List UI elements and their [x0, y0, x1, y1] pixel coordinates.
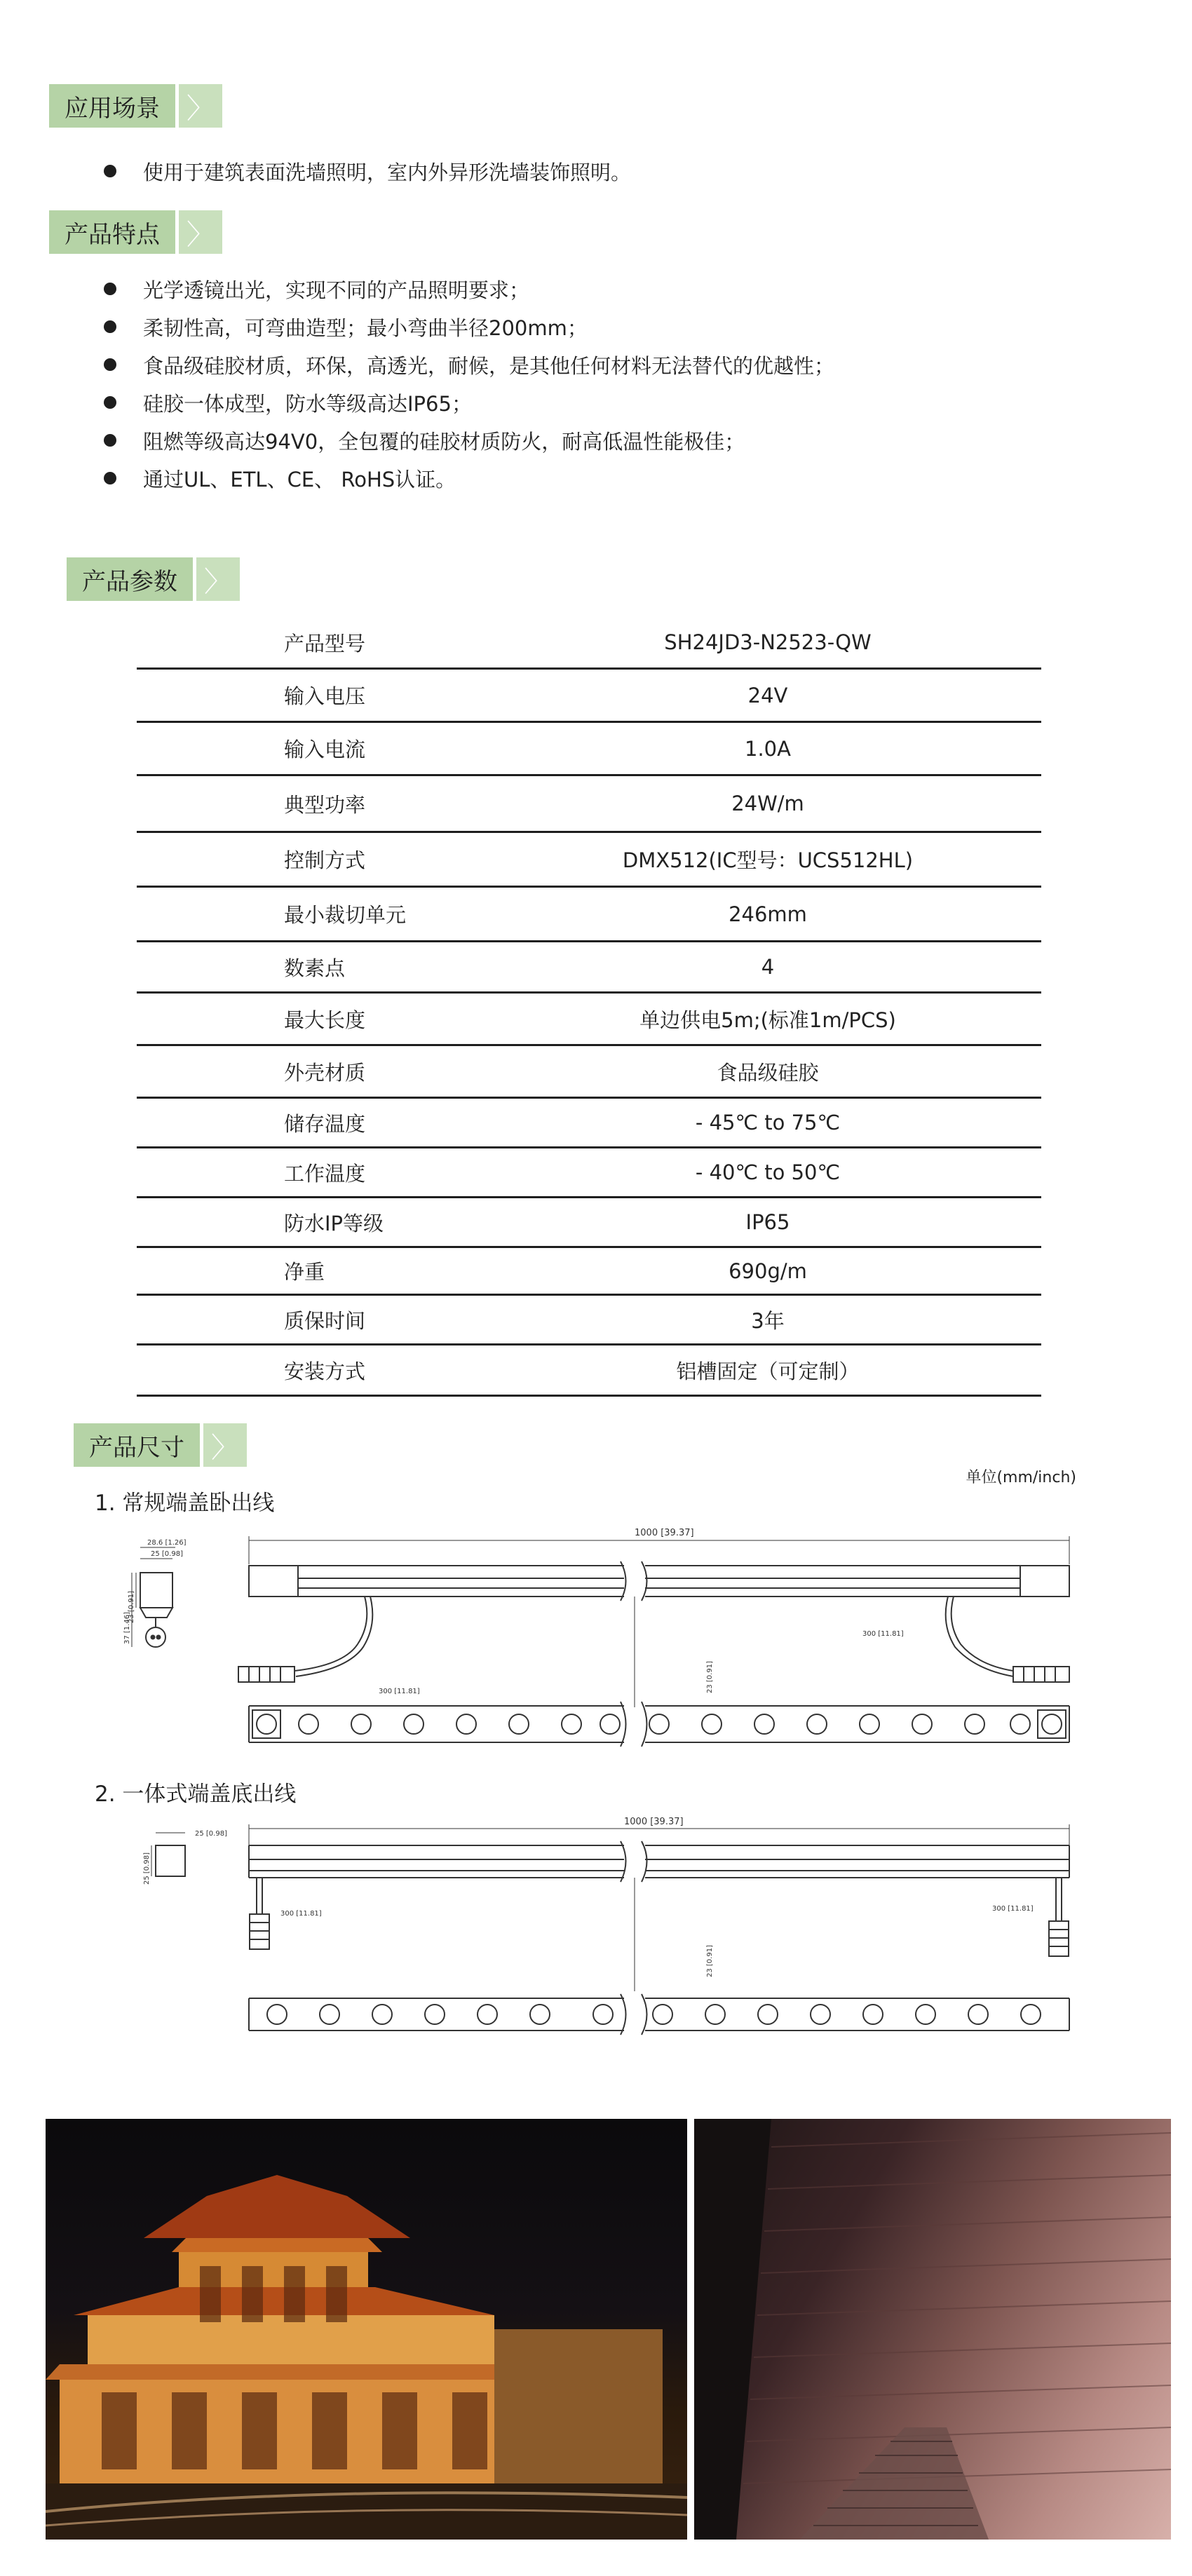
diagram-2-title: 2. 一体式端盖底出线: [95, 1782, 297, 1807]
dim-label-h2: 23 [0.91]: [128, 1591, 135, 1623]
strip-side-view: [249, 1561, 1069, 1601]
dim-label-w2: 25 [0.98]: [151, 1550, 183, 1558]
dim-label-length: 1000 [39.37]: [635, 1528, 694, 1538]
strip-top-view: [249, 1994, 1069, 2035]
table-row: 储存温度 - 45℃ to 75℃: [137, 1099, 1041, 1148]
dim-label-w2: 25 [0.98]: [195, 1830, 227, 1838]
dim-label-cable-left: 300 [11.81]: [280, 1910, 322, 1918]
section-header-application: [49, 84, 222, 128]
spec-table: [137, 617, 1041, 1397]
list-item: 光学透镜出光，实现不同的产品照明要求；: [104, 270, 834, 308]
list-item: 食品级硅胶材质，环保，高透光，耐候，是其他任何材料无法替代的优越性；: [104, 346, 834, 384]
table-row: 防水IP等级 IP65: [137, 1198, 1041, 1248]
dim-label-w1: 28.6 [1.26]: [147, 1539, 187, 1547]
table-row: 典型功率 24W/m: [137, 776, 1041, 833]
dim-label-h1: 37 [1.46]: [123, 1612, 131, 1644]
list-item: 柔韧性高，可弯曲造型；最小弯曲半径200mm；: [104, 308, 834, 346]
application-list: [104, 152, 631, 190]
strip-top-view: [249, 1702, 1069, 1747]
right-cable: [946, 1597, 1069, 1682]
list-item: 通过UL、ETL、CE、 RoHS认证。: [104, 459, 834, 497]
section-header-params: [67, 557, 240, 601]
bullet-icon: [104, 358, 116, 371]
table-row: 产品型号 SH24JD3-N2523-QW: [137, 617, 1041, 670]
unit-note: 单位(mm/inch): [966, 1469, 1076, 1486]
table-row: 质保时间 3年: [137, 1296, 1041, 1345]
left-cable: [250, 1878, 269, 1949]
bullet-icon: [104, 396, 116, 409]
chevron-right-icon: 〉: [179, 210, 222, 254]
dim-label-cable-right: 300 [11.81]: [992, 1905, 1034, 1913]
section-title: 产品参数: [67, 557, 193, 601]
building-illustration: [46, 2119, 687, 2540]
dim-label-height: 23 [0.91]: [706, 1661, 714, 1693]
bullet-icon: [104, 472, 116, 484]
end-cap-side-view: [151, 1833, 185, 1876]
chevron-right-icon: 〉: [179, 84, 222, 128]
dim-label-height: 23 [0.91]: [706, 1945, 714, 1977]
diagram-1-title: 1. 常规端盖卧出线: [95, 1491, 275, 1516]
dim-label-cable-right: 300 [11.81]: [862, 1630, 904, 1638]
end-cap-side-view: [132, 1547, 175, 1647]
bullet-icon: [104, 320, 116, 333]
list-item: 阻燃等级高达94V0，全包覆的硅胶材质防火，耐高低温性能极佳；: [104, 421, 834, 459]
table-row: 输入电流 1.0A: [137, 723, 1041, 776]
dimension-drawing-2: [119, 1809, 1087, 2047]
bullet-icon: [104, 434, 116, 447]
right-cable: [1049, 1878, 1069, 1956]
bullet-icon: [104, 283, 116, 295]
features-list: [104, 270, 834, 497]
dim-label-h3: 25 [0.98]: [143, 1852, 151, 1885]
dimension-drawing-1: [119, 1518, 1087, 1749]
table-row: 输入电压 24V: [137, 670, 1041, 723]
left-cable: [238, 1597, 372, 1682]
section-title: 应用场景: [49, 84, 175, 128]
table-row: 控制方式 DMX512(IC型号：UCS512HL): [137, 833, 1041, 888]
photo-night-building: [46, 2119, 687, 2540]
dim-label-cable-left: 300 [11.81]: [379, 1688, 420, 1695]
table-row: 工作温度 - 40℃ to 50℃: [137, 1148, 1041, 1198]
table-row: 最大长度 单边供电5m;(标准1m/PCS): [137, 994, 1041, 1046]
list-item: 硅胶一体成型，防水等级高达IP65；: [104, 384, 834, 421]
section-header-features: [49, 210, 222, 254]
section-title: 产品特点: [49, 210, 175, 254]
table-row: 最小裁切单元 246mm: [137, 888, 1041, 942]
table-row: 净重 690g/m: [137, 1248, 1041, 1296]
section-title: 产品尺寸: [74, 1423, 200, 1467]
photo-wall-wash: [694, 2119, 1171, 2540]
dim-label-length: 1000 [39.37]: [624, 1817, 684, 1827]
chevron-right-icon: 〉: [203, 1423, 247, 1467]
strip-side-view: [249, 1841, 1069, 1882]
wall-texture: [694, 2119, 1171, 2540]
table-row: 安装方式 铝槽固定（可定制）: [137, 1345, 1041, 1397]
list-item: 使用于建筑表面洗墙照明，室内外异形洗墙装饰照明。: [104, 152, 631, 190]
table-row: 外壳材质 食品级硅胶: [137, 1046, 1041, 1099]
bullet-icon: [104, 165, 116, 177]
chevron-right-icon: 〉: [196, 557, 240, 601]
table-row: 数素点 4: [137, 942, 1041, 994]
section-header-dimensions: [74, 1423, 247, 1467]
